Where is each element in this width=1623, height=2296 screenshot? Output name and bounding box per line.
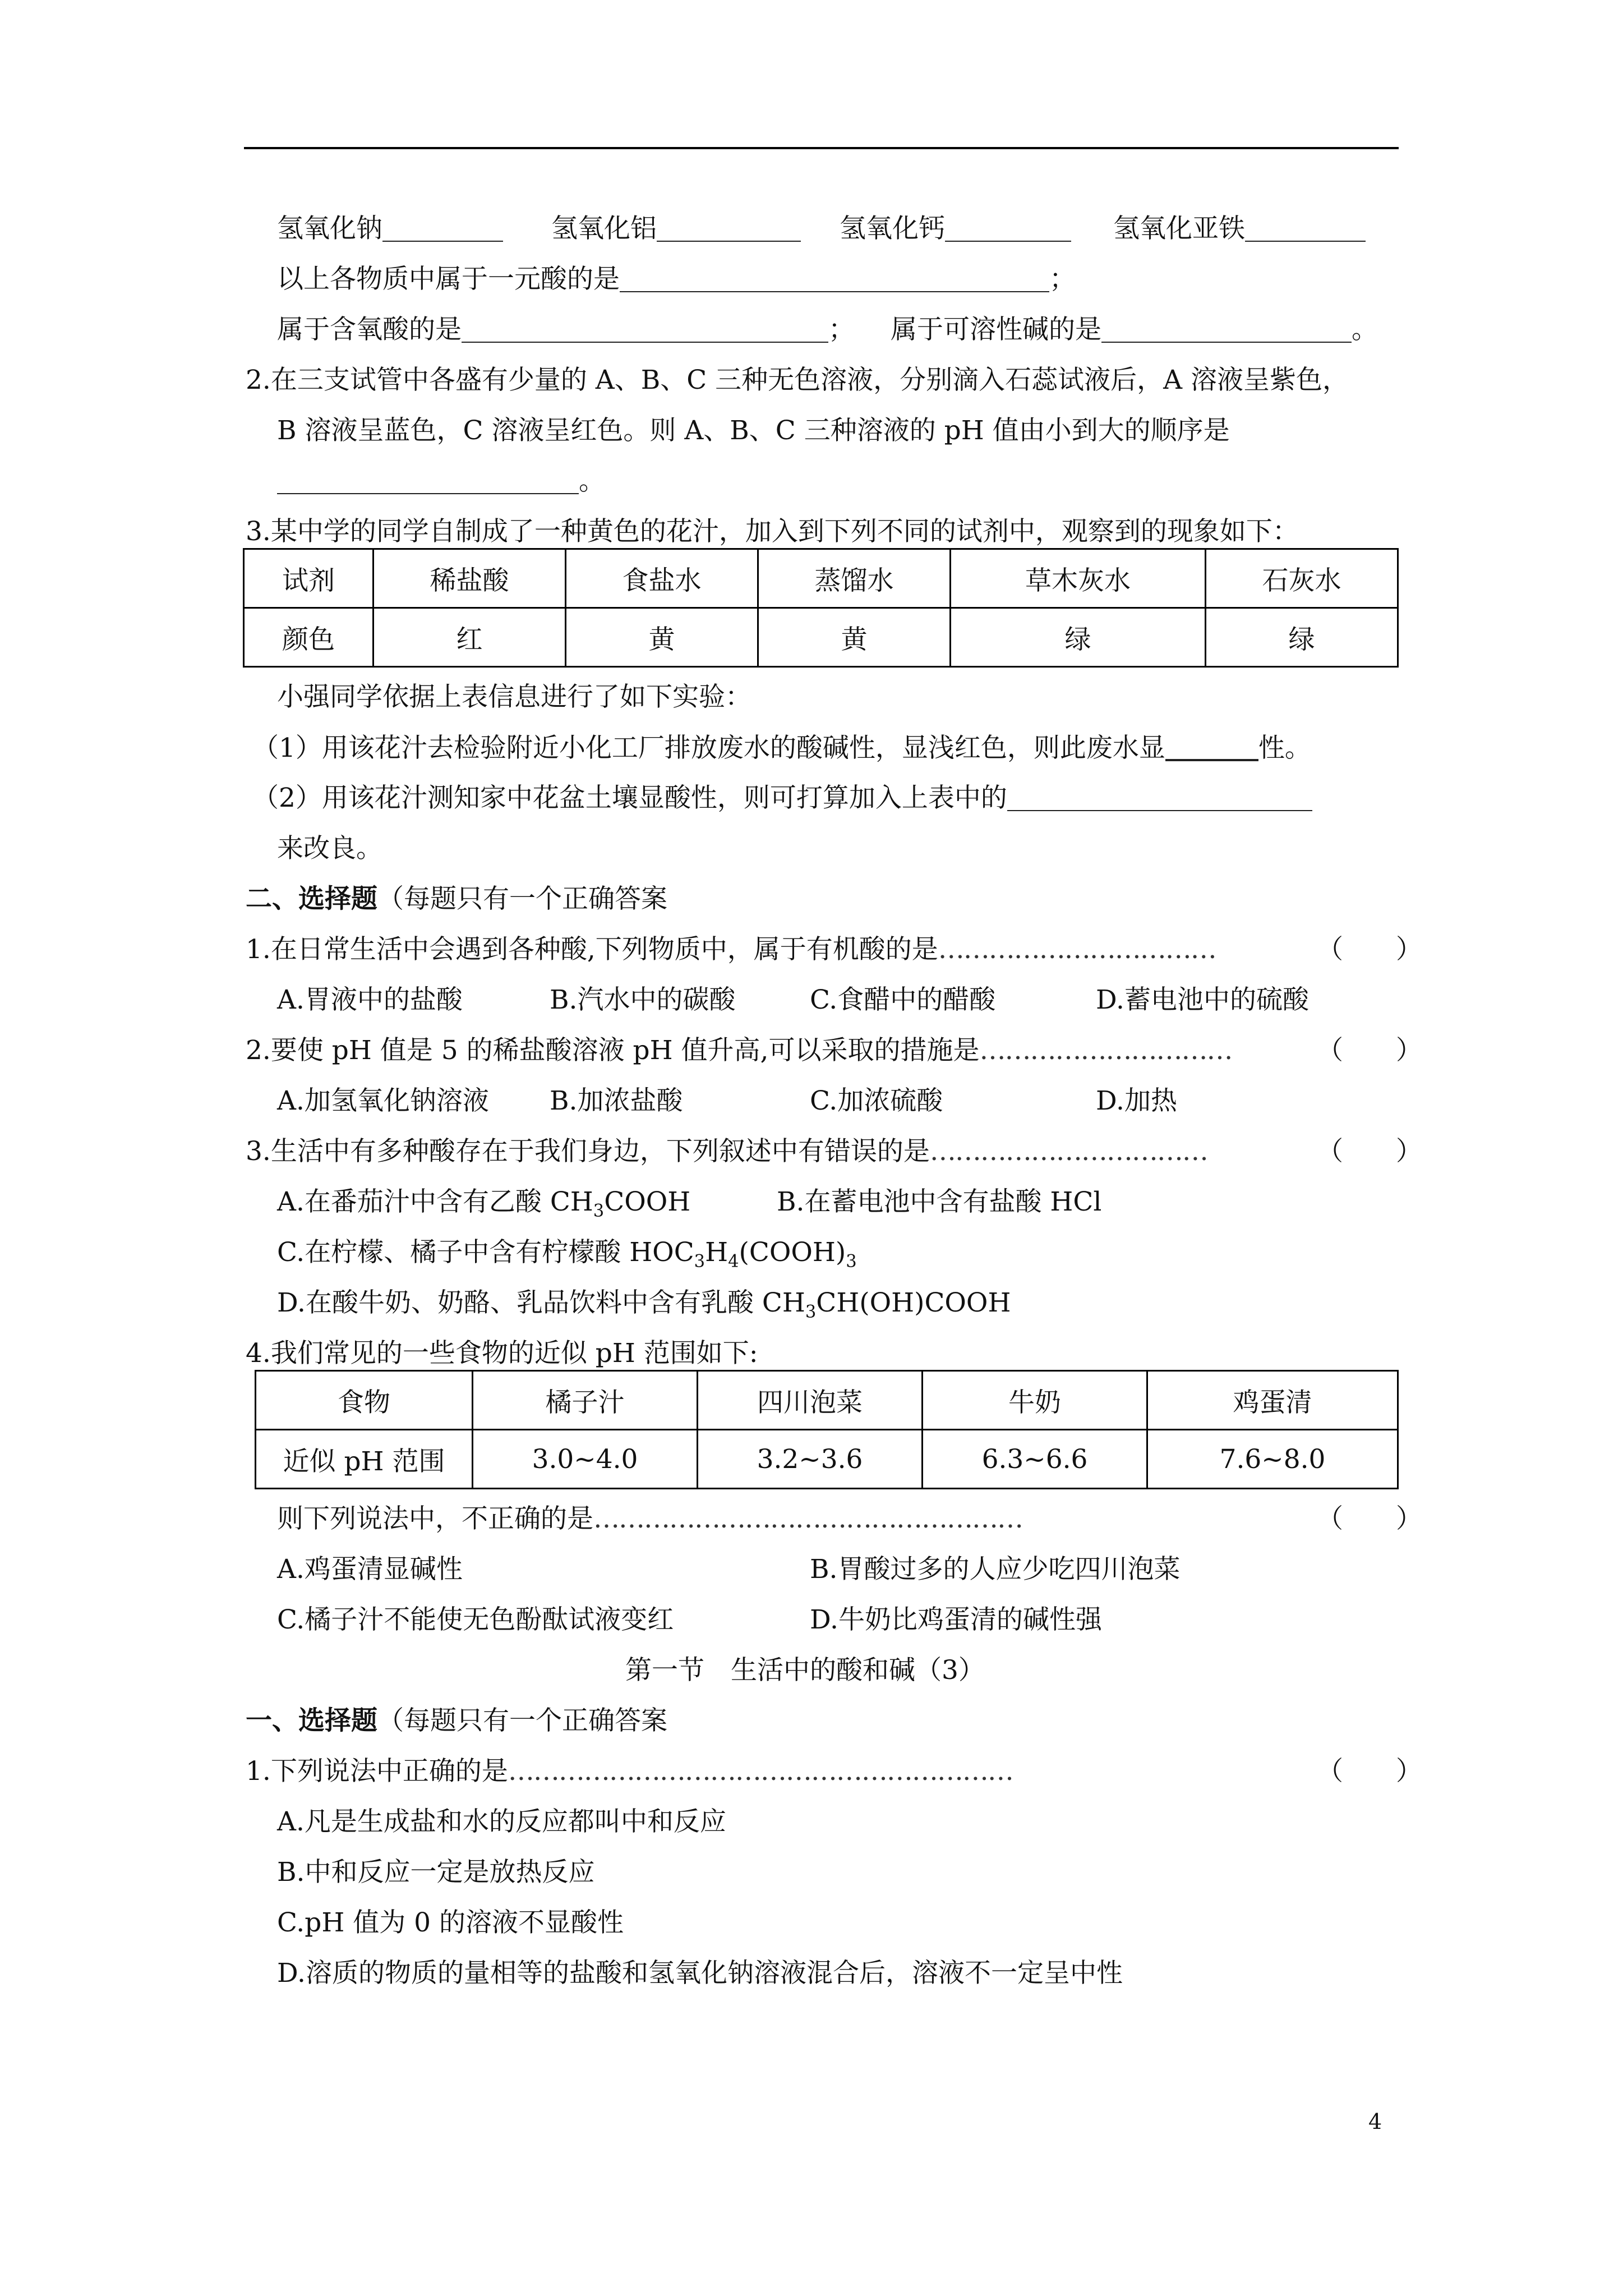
experiment-sub1: （1）用该花汁去检验附近小化工厂排放废水的酸碱性，显浅红色，则此废水显 性。: [252, 733, 1311, 763]
answer-blank[interactable]: [1245, 216, 1366, 242]
food-ph-table: [255, 1370, 1399, 1489]
table-cell: 稀盐酸: [374, 549, 566, 608]
table-cell: 四川泡菜: [698, 1371, 923, 1430]
table-cell: 橘子汁: [473, 1371, 698, 1430]
answer-paren[interactable]: （ ）: [1317, 934, 1422, 965]
mc2-option-a[interactable]: A.加氢氧化钠溶液: [277, 1085, 489, 1116]
mc4-option-d[interactable]: D.牛奶比鸡蛋清的碱性强: [810, 1604, 1102, 1635]
table-cell: 黄: [566, 608, 758, 667]
header-rule: [244, 147, 1399, 149]
mc4-option-c[interactable]: C.橘子汁不能使无色酚酞试液变红: [277, 1604, 674, 1635]
experiment-sub2-cont: 来改良。: [277, 833, 382, 864]
table-cell: 3.0~4.0: [473, 1430, 698, 1489]
answer-blank[interactable]: [1101, 317, 1352, 343]
table-cell: 红: [374, 608, 566, 667]
table-cell: 食盐水: [566, 549, 758, 608]
mc-question-2: 2.要使 pH 值是 5 的稀盐酸溶液 pH 值升高,可以采取的措施是…………………………: [246, 1035, 1232, 1066]
table-cell: 6.3~6.6: [923, 1430, 1147, 1489]
mc-question-4: 4.我们常见的一些食物的近似 pH 范围如下:: [246, 1338, 758, 1369]
answer-blank[interactable]: [382, 216, 503, 242]
mc3-option-d[interactable]: D.在酸牛奶、奶酪、乳品饮料中含有乳酸 $CH_3CH(OH)COOH$: [277, 1287, 1011, 1322]
mc2-option-d[interactable]: D.加热: [1096, 1085, 1177, 1116]
table-cell: 绿: [1205, 608, 1398, 667]
answer-blank[interactable]: [620, 266, 1049, 292]
mc1-option-a[interactable]: A.胃液中的盐酸: [277, 984, 463, 1015]
mc-question-4-ask: 则下列说法中，不正确的是……………………………………………: [277, 1503, 1022, 1534]
chemical-formula: $CH_3COOH$: [550, 1186, 691, 1221]
q3-1-option-a[interactable]: A.凡是生成盐和水的反应都叫中和反应: [277, 1806, 726, 1837]
hydroxide-aluminum: 氢氧化铝: [551, 215, 801, 242]
answer-paren[interactable]: （ ）: [1317, 1503, 1422, 1534]
mc1-option-d[interactable]: D.蓄电池中的硫酸: [1096, 984, 1309, 1015]
answer-blank[interactable]: [945, 216, 1071, 242]
table-cell: 蒸馏水: [758, 549, 951, 608]
answer-blank[interactable]: [1007, 785, 1312, 811]
table-cell: 食物: [256, 1371, 473, 1430]
hydroxide-calcium: 氢氧化钙: [840, 215, 1071, 242]
oxyacid-line: 属于含氧酸的是 ； 属于可溶性碱的是 。: [277, 314, 1378, 345]
experiment-sub2: （2）用该花汁测知家中花盆土壤显酸性，则可打算加入上表中的: [252, 785, 1312, 811]
mc1-option-b[interactable]: B.汽水中的碳酸: [550, 984, 736, 1015]
question-fill-2-line1: 2.在三支试管中各盛有少量的 A、B、C 三种无色溶液，分别滴入石蕊试液后，A 溶液呈紫色，: [246, 365, 1349, 395]
q3-1-option-b[interactable]: B.中和反应一定是放热反应: [277, 1857, 595, 1888]
monobasic-acid-line: 以上各物质中属于一元酸的是 ；: [277, 264, 1076, 295]
table-cell: 绿: [951, 608, 1206, 667]
table-cell: 3.2~3.6: [698, 1430, 923, 1489]
table-cell: 试剂: [244, 549, 374, 608]
answer-blank[interactable]: [277, 468, 579, 494]
answer-paren[interactable]: （ ）: [1317, 1756, 1422, 1787]
section-title: 第一节 生活中的酸和碱（3）: [625, 1655, 985, 1686]
hydroxide-sodium: 氢氧化钠: [277, 215, 503, 242]
mc2-option-b[interactable]: B.加浓盐酸: [550, 1085, 683, 1116]
table-cell: 颜色: [244, 608, 374, 667]
q3-1-option-d[interactable]: D.溶质的物质的量相等的盐酸和氢氧化钠溶液混合后，溶液不一定呈中性: [277, 1958, 1123, 1989]
mc3-option-a[interactable]: A.在番茄汁中含有乙酸 $CH_3COOH$: [277, 1186, 691, 1221]
experiment-intro: 小强同学依据上表信息进行了如下实验：: [277, 682, 751, 712]
table-cell: 牛奶: [923, 1371, 1147, 1430]
mc3-option-b[interactable]: B.在蓄电池中含有盐酸 HCl: [777, 1186, 1102, 1217]
section-heading-choice: 二、选择题（每题只有一个正确答案: [246, 884, 667, 914]
answer-blank[interactable]: [1165, 734, 1258, 761]
table-cell: 草木灰水: [951, 549, 1206, 608]
table-cell: 石灰水: [1205, 549, 1398, 608]
table-cell: 黄: [758, 608, 951, 667]
question-fill-3-intro: 3.某中学的同学自制成了一种黄色的花汁，加入到下列不同的试剂中，观察到的现象如下：: [246, 516, 1299, 547]
question-fill-2-answer: 。: [277, 468, 605, 494]
mc3-option-c[interactable]: C.在柠檬、橘子中含有柠檬酸 $HOC_3H_4(COOH)_3$: [277, 1237, 857, 1272]
mc4-option-a[interactable]: A.鸡蛋清显碱性: [277, 1554, 463, 1585]
chemical-formula: $HOC_3H_4(COOH)_3$: [629, 1237, 857, 1272]
hydroxide-ferrous: 氢氧化亚铁: [1113, 215, 1366, 242]
answer-paren[interactable]: （ ）: [1317, 1035, 1422, 1066]
q3-1-option-c[interactable]: C.pH 值为 0 的溶液不显酸性: [277, 1907, 624, 1938]
indicator-color-table: [243, 548, 1399, 668]
mc2-option-c[interactable]: C.加浓硫酸: [810, 1085, 943, 1116]
mc4-option-b[interactable]: B.胃酸过多的人应少吃四川泡菜: [810, 1554, 1181, 1585]
table-cell: 近似 pH 范围: [256, 1430, 473, 1489]
mc-question-1: 1.在日常生活中会遇到各种酸,下列物质中，属于有机酸的是……………………………: [246, 934, 1216, 965]
mc-question-3: 3.生活中有多种酸存在于我们身边，下列叙述中有错误的是……………………………: [246, 1136, 1207, 1167]
page-number: 4: [1368, 2109, 1382, 2134]
table-cell: 7.6~8.0: [1147, 1430, 1398, 1489]
chemical-formula: $CH_3CH(OH)COOH$: [762, 1287, 1011, 1322]
mc-question-3-1: 1.下列说法中正确的是……………………………………………………: [246, 1756, 1013, 1787]
mc1-option-c[interactable]: C.食醋中的醋酸: [810, 984, 996, 1015]
answer-blank[interactable]: [462, 317, 828, 343]
question-fill-2-line2: B 溶液呈蓝色，C 溶液呈红色。则 A、B、C 三种溶液的 pH 值由小到大的顺序是: [277, 415, 1230, 446]
table-cell: 鸡蛋清: [1147, 1371, 1398, 1430]
answer-blank[interactable]: [657, 216, 801, 242]
answer-paren[interactable]: （ ）: [1317, 1136, 1422, 1167]
section-heading-choice-2: 一、选择题（每题只有一个正确答案: [246, 1705, 667, 1736]
